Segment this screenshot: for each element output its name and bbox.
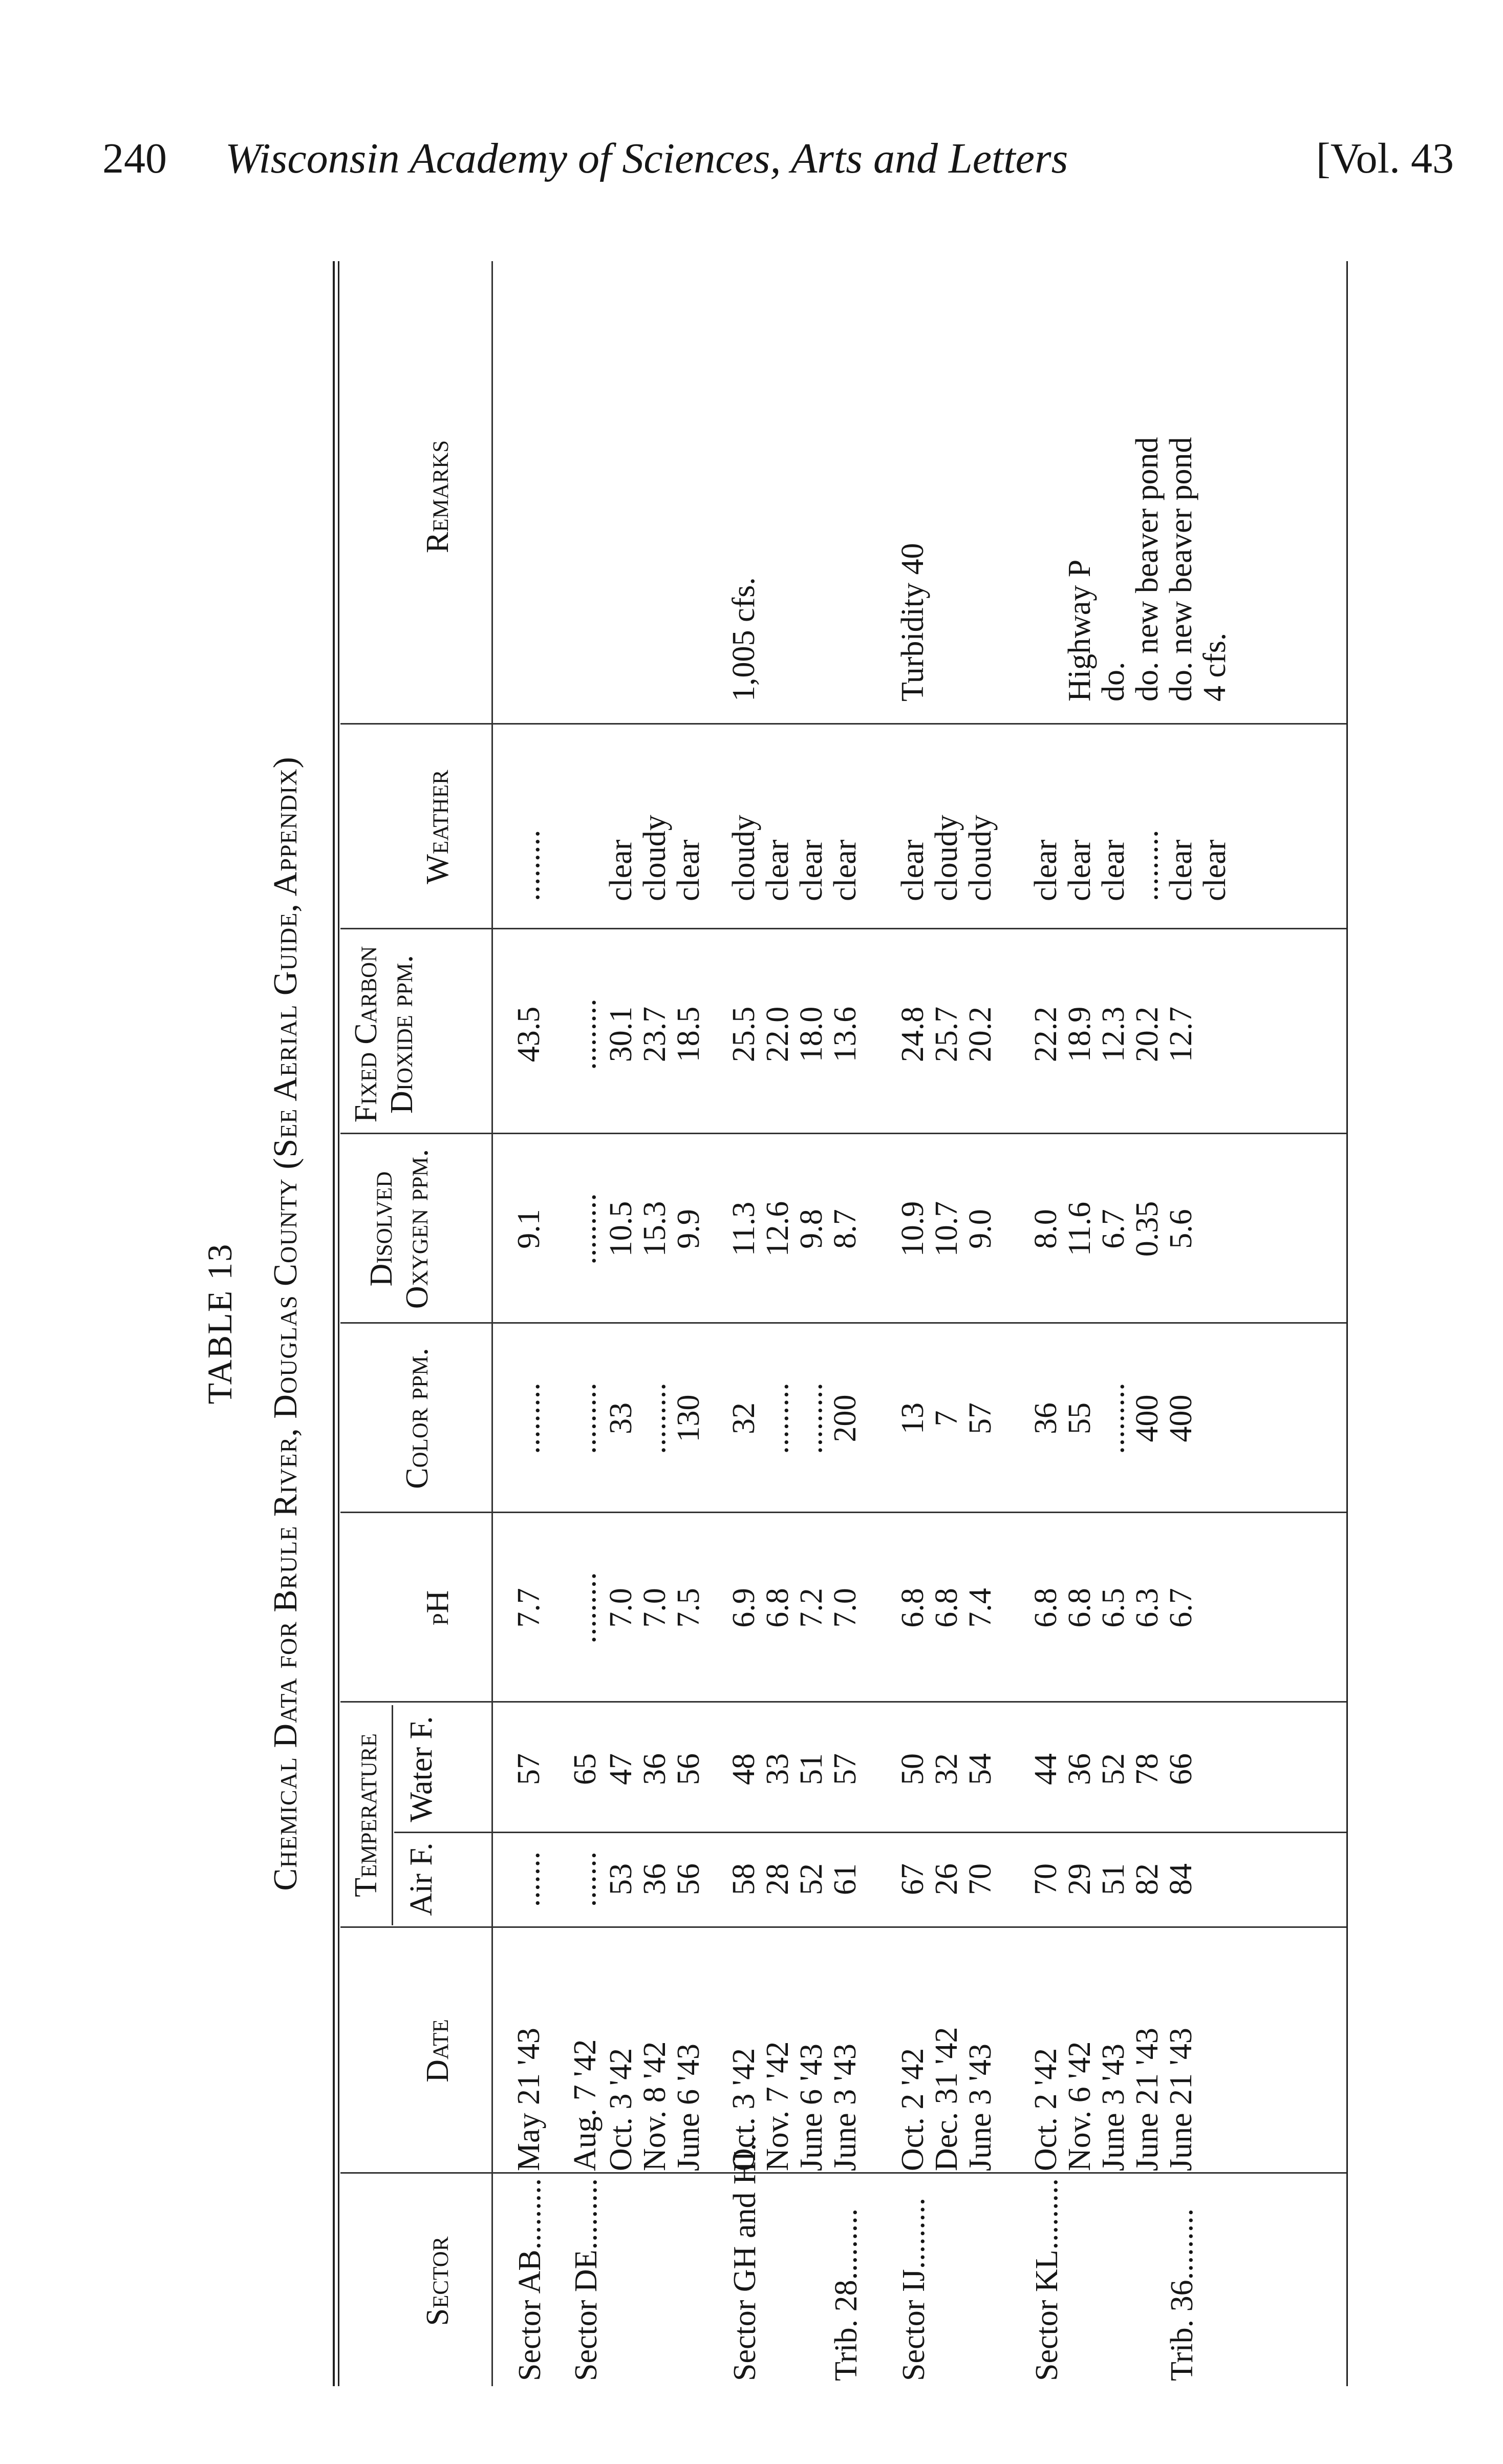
cell-weather: clear: [1197, 839, 1232, 901]
cell-air: 58: [726, 1863, 761, 1895]
cell-date: June 3 '43: [963, 2044, 998, 2171]
cell-date: Dec. 31 '42: [929, 2027, 964, 2171]
cell-weather: clear: [1164, 839, 1198, 901]
cell-co2: 12.7: [1164, 1006, 1198, 1063]
cell-co2: .........: [568, 999, 603, 1070]
cell-weather: clear: [828, 839, 863, 901]
header-oxygen: Disolved Oxygen ppm.: [364, 1149, 435, 1309]
cell-date: June 6 '43: [671, 2044, 706, 2171]
cell-water: 54: [963, 1753, 998, 1785]
header-date: Date: [420, 2019, 455, 2083]
cell-color: 7: [929, 1410, 964, 1427]
cell-weather: clear: [794, 839, 829, 901]
cell-weather: clear: [895, 839, 930, 901]
cell-air: 70: [963, 1863, 998, 1895]
cell-ph: 6.8: [1028, 1588, 1063, 1628]
cell-date: Nov. 7 '42: [760, 2041, 795, 2171]
cell-air: 67: [895, 1863, 930, 1895]
cell-ph: 7.2: [794, 1588, 829, 1628]
cell-remarks: Turbidity 40: [895, 543, 930, 702]
cell-date: June 3 '43: [828, 2044, 863, 2171]
cell-water: 44: [1028, 1753, 1063, 1785]
header-temperature: Temperature: [349, 1733, 383, 1897]
cell-air: 52: [794, 1863, 829, 1895]
cell-ph: 7.5: [671, 1588, 706, 1628]
cell-date: Oct. 2 '42: [895, 2048, 930, 2171]
cell-weather: .........: [511, 830, 546, 901]
rotated-table: [195, 261, 1362, 2386]
cell-date: June 3 '43: [1096, 2044, 1131, 2171]
cell-ph: 6.8: [1062, 1588, 1097, 1628]
cell-weather: clear: [604, 839, 638, 901]
cell-ph: 7.0: [828, 1588, 863, 1628]
sector-label: Sector DE.........: [569, 2178, 604, 2381]
cell-oxygen: 11.6: [1062, 1201, 1097, 1257]
cell-ph: 6.9: [726, 1588, 761, 1628]
cell-color: .........: [637, 1383, 672, 1454]
cell-date: Oct. 3 '42: [604, 2048, 638, 2171]
cell-co2: 20.2: [963, 1006, 998, 1063]
cell-date: June 21 '43: [1130, 2028, 1165, 2171]
header-air-text: Air F.: [404, 1842, 439, 1916]
volume-label: [Vol. 43: [1316, 135, 1454, 182]
cell-oxygen: 9.9: [671, 1209, 706, 1249]
temperature-rule: [392, 1705, 393, 1925]
cell-weather: clear: [1028, 839, 1063, 901]
header-remarks: Remarks: [420, 440, 455, 554]
header-rule: [491, 261, 493, 2386]
cell-air: 51: [1096, 1863, 1131, 1895]
cell-color: 32: [726, 1403, 761, 1434]
cell-date: June 6 '43: [794, 2044, 829, 2171]
cell-color: 200: [828, 1394, 863, 1442]
cell-ph: 6.8: [895, 1588, 930, 1628]
cell-water: 32: [929, 1753, 964, 1785]
cell-water: 48: [726, 1753, 761, 1785]
page-number: 240: [102, 135, 167, 182]
cell-oxygen: 12.6: [760, 1201, 795, 1257]
cell-color: 33: [604, 1403, 638, 1434]
cell-date: Aug. 7 '42: [568, 2039, 603, 2171]
cell-oxygen: 9.8: [794, 1209, 829, 1249]
page-header: [102, 131, 1454, 187]
cell-date: May 21 '43: [511, 2028, 546, 2171]
cell-air: 53: [604, 1863, 638, 1895]
cell-weather: cloudy: [637, 815, 672, 901]
cell-oxygen: 8.7: [828, 1209, 863, 1249]
cell-weather: clear: [1062, 839, 1097, 901]
cell-ph: 6.8: [929, 1588, 964, 1628]
cell-oxygen: 10.9: [895, 1201, 930, 1257]
cell-co2: 24.8: [895, 1006, 930, 1063]
cell-date: June 21 '43: [1164, 2028, 1198, 2171]
cell-weather: clear: [671, 839, 706, 901]
cell-ph: 6.3: [1130, 1588, 1165, 1628]
cell-ph: 6.5: [1096, 1588, 1131, 1628]
cell-air: 82: [1130, 1863, 1165, 1895]
sector-label: Sector IJ.........: [896, 2197, 931, 2381]
cell-remarks: do. new beaver pond: [1164, 437, 1198, 702]
sector-label: Sector GH and HI..: [727, 2135, 762, 2381]
cell-water: 65: [568, 1753, 603, 1785]
cell-color: 13: [895, 1403, 930, 1434]
cell-weather: clear: [760, 839, 795, 901]
col-sep: [340, 1926, 1346, 1928]
cell-remarks: 4 cfs.: [1197, 632, 1232, 702]
cell-color: 400: [1130, 1394, 1165, 1442]
cell-ph: 6.8: [760, 1588, 795, 1628]
cell-ph: 7.0: [604, 1588, 638, 1628]
cell-color: .........: [760, 1383, 795, 1454]
bottom-rule: [1346, 261, 1348, 2386]
col-sep: [394, 1832, 1346, 1833]
cell-weather: cloudy: [929, 815, 964, 901]
cell-color: 400: [1164, 1394, 1198, 1442]
cell-ph: .........: [568, 1572, 603, 1644]
journal-title: Wisconsin Academy of Sciences, Arts and Letters: [225, 135, 1068, 182]
header-sector: Sector: [420, 2236, 455, 2326]
cell-air: 84: [1164, 1863, 1198, 1895]
cell-date: Nov. 8 '42: [637, 2041, 672, 2171]
cell-air: .......: [511, 1851, 546, 1907]
cell-co2: 18.0: [794, 1006, 829, 1063]
col-sep: [340, 1512, 1346, 1513]
cell-color: 36: [1028, 1403, 1063, 1434]
header-weather: Weather: [420, 770, 455, 884]
cell-color: .........: [568, 1383, 603, 1454]
cell-co2: 20.2: [1130, 1006, 1165, 1063]
sector-label: Sector KL.........: [1029, 2178, 1064, 2381]
cell-co2: 12.3: [1096, 1006, 1131, 1063]
cell-air: 56: [671, 1863, 706, 1895]
cell-water: 50: [895, 1753, 930, 1785]
cell-remarks: do.: [1096, 662, 1131, 702]
cell-oxygen: 9.0: [963, 1209, 998, 1249]
cell-oxygen: 15.3: [637, 1201, 672, 1257]
cell-oxygen: .........: [568, 1193, 603, 1265]
cell-water: 52: [1096, 1753, 1131, 1785]
header-ph: pH: [420, 1590, 455, 1626]
cell-water: 47: [604, 1753, 638, 1785]
cell-weather: cloudy: [726, 815, 761, 901]
cell-water: 66: [1164, 1753, 1198, 1785]
sector-label: Trib. 36.........: [1165, 2208, 1199, 2381]
sector-label: Trib. 28.........: [829, 2208, 864, 2381]
cell-ph: 7.7: [511, 1588, 546, 1628]
cell-ph: 7.4: [963, 1588, 998, 1628]
cell-remarks: 1,005 cfs.: [726, 577, 761, 702]
cell-air: 28: [760, 1863, 795, 1895]
col-sep: [340, 2172, 1346, 2174]
cell-date: Nov. 6 '42: [1062, 2041, 1097, 2171]
cell-oxygen: 10.5: [604, 1201, 638, 1257]
cell-date: Oct. 2 '42: [1028, 2048, 1063, 2171]
col-sep: [340, 1322, 1346, 1324]
col-sep: [340, 1133, 1346, 1134]
header-co2: Fixed Carbon Dioxide ppm.: [349, 946, 419, 1123]
cell-remarks: do. new beaver pond: [1130, 437, 1165, 702]
cell-oxygen: 5.6: [1164, 1209, 1198, 1249]
cell-oxygen: 10.7: [929, 1201, 964, 1257]
cell-co2: 18.9: [1062, 1006, 1097, 1063]
cell-oxygen: 8.0: [1028, 1209, 1063, 1249]
cell-color: 130: [671, 1394, 706, 1442]
cell-air: .......: [568, 1851, 603, 1907]
cell-co2: 23.7: [637, 1006, 672, 1063]
cell-color: .........: [794, 1383, 829, 1454]
cell-co2: 22.2: [1028, 1006, 1063, 1063]
cell-oxygen: 6.7: [1096, 1209, 1131, 1249]
cell-water: 36: [637, 1753, 672, 1785]
cell-co2: 25.5: [726, 1006, 761, 1063]
cell-water: 78: [1130, 1753, 1165, 1785]
cell-ph: 6.7: [1164, 1588, 1198, 1628]
cell-oxygen: 0.35: [1130, 1201, 1165, 1257]
cell-color: 57: [963, 1403, 998, 1434]
cell-co2: 43.5: [511, 1006, 546, 1063]
header-water-text: Water F.: [404, 1716, 439, 1822]
cell-color: 55: [1062, 1403, 1097, 1434]
col-sep: [340, 928, 1346, 929]
cell-oxygen: 11.3: [726, 1201, 761, 1257]
cell-ph: 7.0: [637, 1588, 672, 1628]
cell-co2: 22.0: [760, 1006, 795, 1063]
cell-color: .........: [511, 1383, 546, 1454]
cell-water: 33: [760, 1753, 795, 1785]
cell-date: Oct. 3 '42: [726, 2048, 761, 2171]
table-title: TABLE 13: [200, 1243, 239, 1405]
cell-co2: 18.5: [671, 1006, 706, 1063]
cell-color: .........: [1096, 1383, 1131, 1454]
cell-water: 51: [794, 1753, 829, 1785]
cell-air: 36: [637, 1863, 672, 1895]
header-air: [404, 1836, 438, 1923]
cell-weather: clear: [1096, 839, 1131, 901]
cell-co2: 25.7: [929, 1006, 964, 1063]
header-water: [404, 1708, 438, 1831]
top-rule-2: [338, 261, 339, 2386]
cell-oxygen: 9.1: [511, 1209, 546, 1249]
cell-water: 57: [828, 1753, 863, 1785]
cell-weather: .........: [1130, 830, 1165, 901]
top-rule-1: [333, 261, 335, 2386]
cell-air: 61: [828, 1863, 863, 1895]
cell-water: 56: [671, 1753, 706, 1785]
cell-remarks: Highway P: [1062, 559, 1097, 702]
cell-water: 36: [1062, 1753, 1097, 1785]
cell-weather: cloudy: [963, 815, 998, 901]
col-sep: [340, 1701, 1346, 1703]
header-color: Color ppm.: [400, 1348, 435, 1489]
sector-label: Sector AB.........: [512, 2178, 547, 2381]
table-subtitle: Chemical Data for Brule River, Douglas County (See Aerial Guide, Appendix): [267, 756, 304, 1891]
cell-co2: 13.6: [828, 1006, 863, 1063]
cell-air: 70: [1028, 1863, 1063, 1895]
cell-co2: 30.1: [604, 1006, 638, 1063]
cell-water: 57: [511, 1753, 546, 1785]
cell-air: 29: [1062, 1863, 1097, 1895]
cell-air: 26: [929, 1863, 964, 1895]
